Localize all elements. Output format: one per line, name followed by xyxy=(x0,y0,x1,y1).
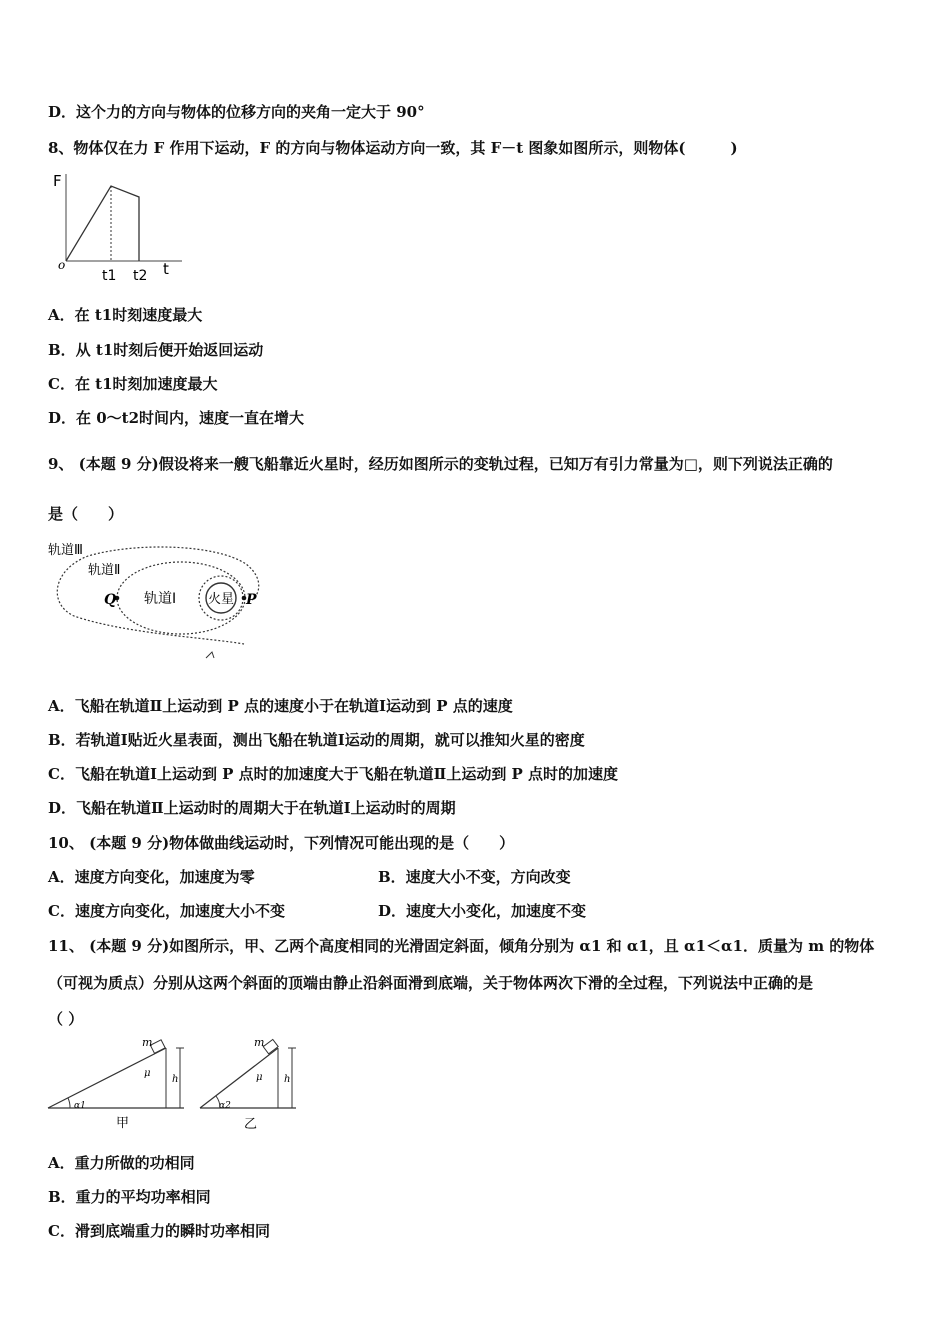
q8-stem: 8、物体仅在力 F 作用下运动，F 的方向与物体运动方向一致，其 F－t 图象如图所示，则物体( ) xyxy=(48,139,738,157)
q9-orbit-figure xyxy=(46,534,276,660)
p-label: P xyxy=(246,592,257,608)
q11-option-a: A．重力所做的功相同 xyxy=(48,1154,195,1172)
t2-label: t2 xyxy=(133,268,148,284)
q10-stem: 10、 (本题 9 分)物体做曲线运动时，下列情况可能出现的是（ ） xyxy=(48,834,515,852)
block-yi xyxy=(263,1039,278,1053)
q9-stem-line1: 9、 (本题 9 分)假设将来一艘飞船靠近火星时，经历如图所示的变轨过程，已知万有引力常量为□，则下列说法正确的 xyxy=(48,455,833,473)
alpha1-label: α1 xyxy=(74,1101,86,1111)
q8-option-b: B．从 t1时刻后便开始返回运动 xyxy=(48,341,264,359)
orbit-iii-label: 轨道Ⅲ xyxy=(48,543,83,558)
q9-option-a: A．飞船在轨道Ⅱ上运动到 P 点的速度小于在轨道Ⅰ运动到 P 点的速度 xyxy=(48,697,513,715)
q8-option-c: C．在 t1时刻加速度最大 xyxy=(48,375,218,393)
h-label-jia: h xyxy=(172,1074,179,1085)
q11-stem-line2: （可视为质点）分别从这两个斜面的顶端由静止沿斜面滑到底端，关于物体两次下滑的全过程，下列说法中正确的是 xyxy=(48,974,814,992)
q7-option-d: D．这个力的方向与物体的位移方向的夹角一定大于 90° xyxy=(48,103,425,121)
q11-incline-figure xyxy=(44,1036,314,1136)
mass-label-jia: m xyxy=(142,1036,153,1049)
mu-label-jia: μ xyxy=(144,1068,151,1079)
q9-option-c: C．飞船在轨道Ⅰ上运动到 P 点时的加速度大于飞船在轨道Ⅱ上运动到 P 点时的加速度 xyxy=(48,765,619,783)
q9-option-b: B．若轨道Ⅰ贴近火星表面，测出飞船在轨道Ⅰ运动的周期，就可以推知火星的密度 xyxy=(48,731,585,749)
orbit-ii-label: 轨道Ⅱ xyxy=(88,563,121,578)
f-axis-label: F xyxy=(53,172,62,190)
q8-ft-graph xyxy=(50,166,190,290)
q11-option-c: C．滑到底端重力的瞬时功率相同 xyxy=(48,1222,270,1240)
mu-label-yi: μ xyxy=(256,1072,263,1083)
q9-stem-line2: 是（ ） xyxy=(48,505,124,523)
q9-option-d: D．飞船在轨道Ⅱ上运动时的周期大于在轨道Ⅰ上运动时的周期 xyxy=(48,799,456,817)
q11-stem-line3: （ ） xyxy=(48,1010,84,1028)
q11-stem-line1: 11、 (本题 9 分)如图所示，甲、乙两个高度相同的光滑固定斜面，倾角分别为 α1 和 α1，且 α1＜α1．质量为 m 的物体 xyxy=(48,937,875,955)
q8-option-d: D．在 0～t2时间内，速度一直在增大 xyxy=(48,409,305,427)
f-curve xyxy=(66,186,139,261)
label-jia: 甲 xyxy=(116,1116,130,1131)
mass-label-yi: m xyxy=(254,1036,265,1049)
t-axis-label: t xyxy=(163,260,169,278)
orbit-i-label: 轨道Ⅰ xyxy=(144,591,177,607)
incline-jia xyxy=(48,1036,184,1131)
h-label-yi: h xyxy=(284,1074,291,1085)
q11-option-b: B．重力的平均功率相同 xyxy=(48,1188,211,1206)
label-yi: 乙 xyxy=(244,1117,258,1132)
block-jia xyxy=(150,1040,165,1053)
q10-option-d: D．速度大小变化，加速度不变 xyxy=(378,902,587,920)
alpha2-label: α2 xyxy=(219,1101,231,1111)
origin-label: o xyxy=(58,258,66,272)
orbit-arrow xyxy=(206,652,214,658)
q8-option-a: A．在 t1时刻速度最大 xyxy=(48,306,203,324)
t1-label: t1 xyxy=(102,268,117,284)
incline-yi xyxy=(200,1036,296,1132)
q10-option-a: A．速度方向变化，加速度为零 xyxy=(48,868,255,886)
q-label: Q xyxy=(104,592,117,608)
q10-option-b: B．速度大小不变，方向改变 xyxy=(378,868,571,886)
mars-label: 火星 xyxy=(208,592,235,607)
q10-option-c: C．速度方向变化，加速度大小不变 xyxy=(48,902,285,920)
